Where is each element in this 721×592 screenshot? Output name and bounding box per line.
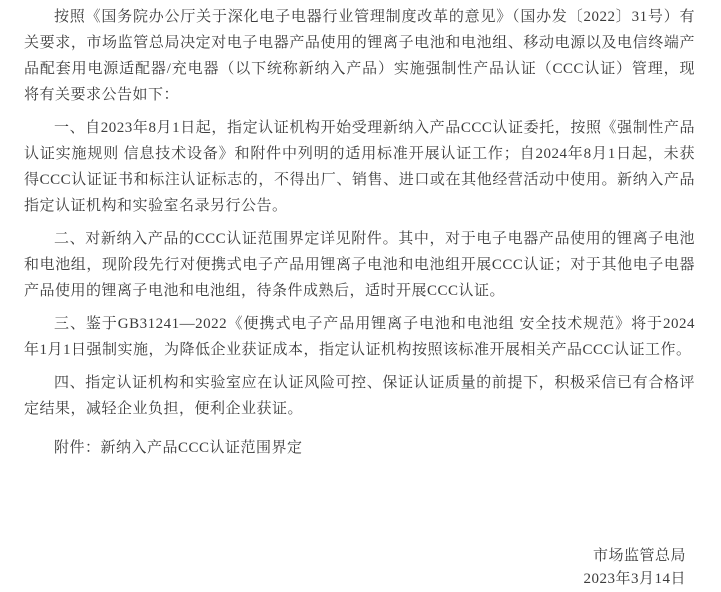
signature-block <box>24 545 695 591</box>
paragraph-item-4: 四、指定认证机构和实验室应在认证风险可控、保证认证质量的前提下，积极采信已有合格评定结果，减轻企业负担，便利企业获证。 <box>24 375 695 417</box>
paragraph-intro: 按照《国务院办公厅关于深化电子电器行业管理制度改革的意见》（国办发〔2022〕31号）有关要求，市场监管总局决定对电子电器产品使用的锂离子电池和电池组、移动电源以及电信终端产品配套用电源适配器/充电器（以下统称新纳入产品）实施强制性产品认证（CCC认证）管理，现将有关要求公告如下： <box>24 9 695 103</box>
attachment-reference: 附件：新纳入产品CCC认证范围界定 <box>54 440 303 456</box>
paragraph-item-1: 一、自2023年8月1日起，指定认证机构开始受理新纳入产品CCC认证委托，按照《强制性产品认证实施规则 信息技术设备》和附件中列明的适用标准开展认证工作；自2024年8月1日起，未获得CCC认证证书和标注认证标志的，不得出厂、销售、进口或在其他经营活动中使用。新纳入产品指定认证机构和实验室名录另行公告。 <box>24 120 695 214</box>
paragraph-item-2: 二、对新纳入产品的CCC认证范围界定详见附件。其中，对于电子电器产品使用的锂离子电池和电池组，现阶段先行对便携式电子产品用锂离子电池和电池组开展CCC认证；对于其他电子电器产品使用的锂离子电池和电池组，待条件成熟后，适时开展CCC认证。 <box>24 231 695 299</box>
signature-date: 2023年3月14日 <box>583 571 686 587</box>
document-body <box>24 4 695 461</box>
paragraph-item-3: 三、鉴于GB31241—2022《便携式电子产品用锂离子电池和电池组 安全技术规范》将于2024年1月1日强制实施，为降低企业获证成本，指定认证机构按照该标准开展相关产品CCC认证工作。 <box>24 316 695 358</box>
signature-issuer: 市场监管总局 <box>592 548 686 564</box>
